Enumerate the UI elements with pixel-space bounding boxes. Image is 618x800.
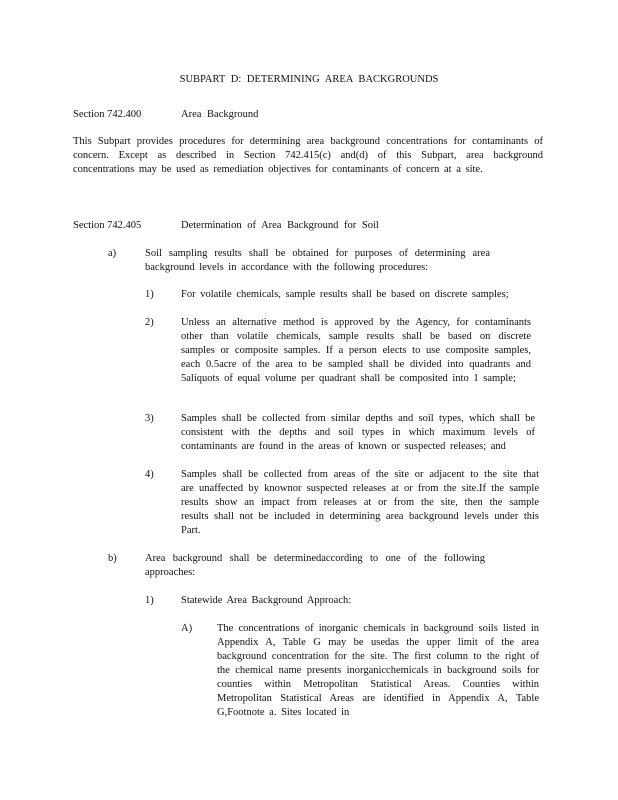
list-item-text: Samples shall be collected from similar depths and soil types, which shall be consistent with the depths and soil types in which maximum levels of contaminants are found in the areas of known or suspected releases; and bbox=[181, 413, 535, 452]
section-number: Section 742.405 bbox=[73, 220, 142, 231]
list-marker: A) bbox=[181, 623, 193, 634]
list-marker: b) bbox=[108, 553, 117, 564]
list-item-text: The concentrations of inorganic chemicals in background soils listed in Appendix A, Table G may be usedas the upper limit of the area background concentration for the site. The first column to the right of the chemical name presents inorganicchemicals in background soils for counties within Metropolitan Statistical Areas. Counties within Metropolitan Statistical Areas are identified in Appendix A, Table G,Footnote a. Sites located in bbox=[217, 623, 539, 718]
list-item-text: Unless an alternative method is approved by the Agency, for contaminants other than volatile chemicals, sample results shall be based on discrete samples or composite samples. If a person elects to use composite samples, each 0.5acre of the area to be sampled shall be divided into quadrants and 5aliquots of equal volume per quadrant shall be composited into 1 sample; bbox=[181, 317, 531, 384]
list-marker: 1) bbox=[145, 289, 154, 300]
section-name: Determination of Area Background for Soil bbox=[181, 220, 379, 231]
section-400-body: This Subpart provides procedures for determining area background concentrations for contaminants of concern. Except as described in Section 742.415(c) and(d) of this Subpart, area background concentrations may be used as remediation objectives for contaminants of concern at a site. bbox=[73, 136, 543, 175]
section-name: Area Background bbox=[181, 109, 259, 120]
section-number: Section 742.400 bbox=[73, 109, 142, 120]
list-item-text: For volatile chemicals, sample results shall be based on discrete samples; bbox=[181, 289, 509, 300]
list-item-text: Area background shall be determinedaccording to one of the following approaches: bbox=[145, 553, 485, 578]
subpart-title: SUBPART D: DETERMINING AREA BACKGROUNDS bbox=[179, 74, 439, 85]
list-marker: 4) bbox=[145, 469, 154, 480]
list-item-text: Statewide Area Background Approach: bbox=[181, 595, 352, 606]
section-heading-742-405 bbox=[73, 219, 379, 233]
section-heading-742-400 bbox=[73, 108, 258, 122]
list-item-text: Samples shall be collected from areas of the site or adjacent to the site that are unaffected by knownor suspected releases at or from the site.If the sample results show an impact from releases at or from the site, then the sample results shall not be included in determining area background levels under this Part. bbox=[181, 469, 539, 536]
list-marker: 2) bbox=[145, 317, 154, 328]
list-marker: a) bbox=[108, 248, 117, 259]
list-marker: 3) bbox=[145, 413, 154, 424]
list-marker: 1) bbox=[145, 595, 154, 606]
list-item-text: Soil sampling results shall be obtained for purposes of determining area background levels in accordance with the following procedures: bbox=[145, 248, 490, 273]
